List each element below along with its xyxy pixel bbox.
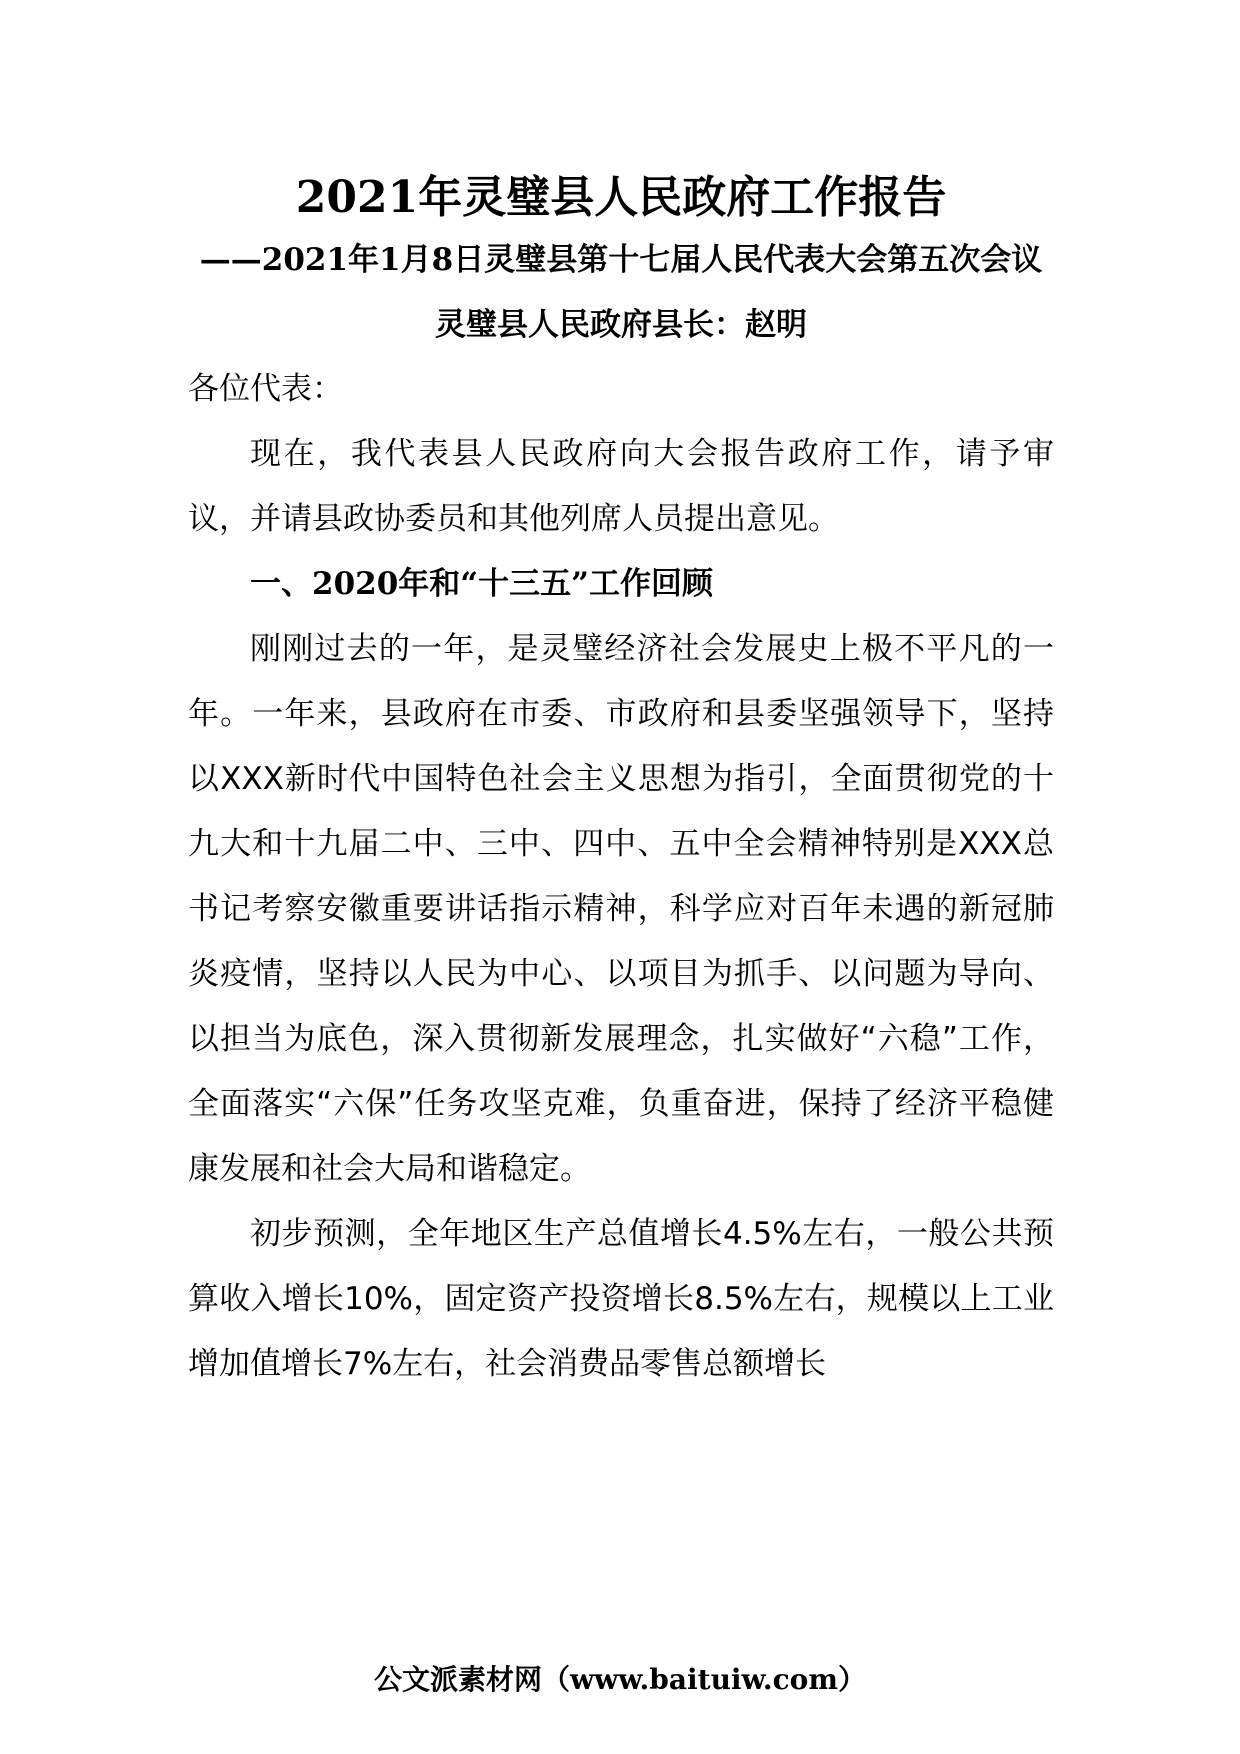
document-author: 灵璧县人民政府县长：赵明 [435,307,807,343]
footer-watermark: 公文派素材网（www.baituiw.com） [374,1663,866,1696]
document-subtitle: ——2021年1月8日灵璧县第十七届人民代表大会第五次会议 [199,242,1043,278]
section-paragraph: 初步预测，全年地区生产总值增长4.5%左右，一般公共预算收入增长10%，固定资产投资增长8.5%左右，规模以上工业增加值增长7%左右，社会消费品零售总额增长 [188,1216,1054,1382]
intro-paragraph: 现在，我代表县人民政府向大会报告政府工作，请予审议，并请县政协委员和其他列席人员提出意见。 [188,436,1054,537]
section-heading: 一、2020年和“十三五”工作回顾 [250,566,713,602]
document-page [188,168,1054,1397]
document-title: 2021年灵璧县人民政府工作报告 [295,172,947,223]
section-paragraph: 刚刚过去的一年，是灵璧经济社会发展史上极不平凡的一年。一年来，县政府在市委、市政府和县委坚强领导下，坚持以XXX新时代中国特色社会主义思想为指引，全面贯彻党的十九大和十九届二中、三中、四中、五中全会精神特别是XXX总书记考察安徽重要讲话指示精神，科学应对百年未遇的新冠肺炎疫情，坚持以人民为中心、以项目为抓手、以问题为导向、以担当为底色，深入贯彻新发展理念，扎实做好“六稳”工作，全面落实“六保”任务攻坚克难，负重奋进，保持了经济平稳健康发展和社会大局和谐稳定。 [188,631,1054,1187]
salutation: 各位代表： [188,371,343,407]
